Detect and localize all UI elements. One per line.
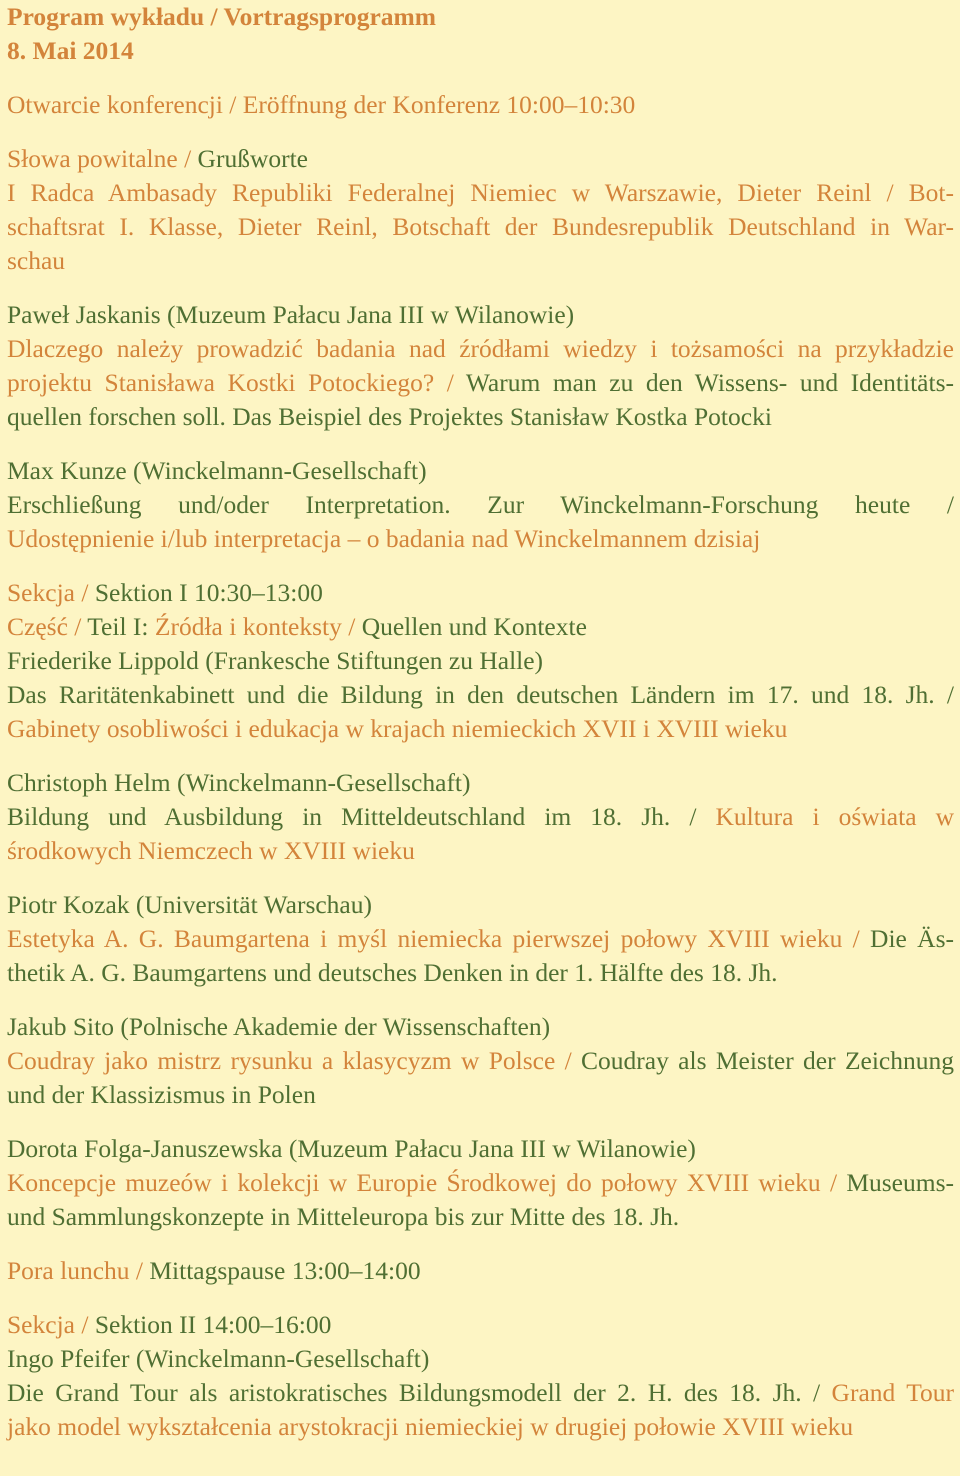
- talk-title-de: Das Beispiel des Projektes Stanisław Kostka Potocki: [232, 402, 772, 431]
- part-label-de: Teil I:: [87, 612, 155, 641]
- talk-title-pl: Udostępnienie i/lub interpretacja – o badania nad Winckelmannem dzisiaj: [7, 524, 761, 553]
- part-title-de: Quellen und Kontexte: [361, 612, 587, 641]
- talk-jaskanis: [7, 298, 954, 434]
- section-title-pl: Sekcja /: [7, 578, 95, 607]
- part-label-pl: Część /: [7, 612, 88, 641]
- speaker-name: Ingo Pfeifer (Winckelmann-Gesellschaft): [7, 1344, 430, 1373]
- speaker-name: Christoph Helm (Winckelmann-Gesellschaft): [7, 768, 471, 797]
- talk-folga: [7, 1132, 954, 1234]
- welcome-title-sep: /: [177, 144, 198, 173]
- lunch-break: [7, 1254, 954, 1288]
- part-title-pl: Źródła i konteksty /: [154, 612, 362, 641]
- talk-pfeifer: [7, 1342, 954, 1444]
- speaker-name: Friederike Lippold (Frankesche Stiftungen zu Halle): [7, 646, 544, 675]
- section-title-pl: Sekcja /: [7, 1310, 95, 1339]
- talk-title-pl: środkowych Niemczech w XVIII wieku: [7, 836, 415, 865]
- welcome-line: I Radca Ambasady Republiki Federalnej Niemiec w Warszawie, Dieter Reinl / Bot-: [7, 178, 954, 207]
- lunch-de: Mittagspause 13:00–14:00: [149, 1256, 421, 1285]
- section-title-de: Sektion I 10:30–13:00: [94, 578, 323, 607]
- talk-title-de: Museums-: [846, 1168, 954, 1197]
- talk-title-pl: Kultura i oświata w: [715, 802, 955, 831]
- speaker-name: Dorota Folga-Januszewska (Muzeum Pałacu Jana III w Wilanowie): [7, 1134, 696, 1163]
- program-date: 8. Mai 2014: [7, 36, 134, 65]
- talk-helm: [7, 766, 954, 868]
- welcome-title-de: Grußworte: [197, 144, 308, 173]
- talk-title-de: Das Raritätenkabinett und die Bildung in den deutschen Ländern im 17. und 18. Jh. /: [7, 680, 954, 709]
- talk-title-pl: Gabinety osobliwości i edukacja w krajach niemieckich XVII i XVIII wieku: [7, 714, 788, 743]
- welcome-block: [7, 142, 954, 278]
- section-1: [7, 576, 954, 644]
- program-title: Program wykładu / Vortragsprogramm: [7, 2, 437, 31]
- talk-title-line: Dlaczego należy prowadzić badania nad źródłami wiedzy i tożsamości na przykładzie: [7, 334, 954, 363]
- talk-title-de: Coudray als Meister der Zeichnung: [581, 1046, 954, 1075]
- talk-kozak: [7, 888, 954, 990]
- talk-title-pl: Estetyka A. G. Baumgartena i myśl niemiecka pierwszej połowy XVIII wieku /: [7, 924, 871, 953]
- talk-title-pl: projektu Stanisława Kostki Potockiego? /: [7, 368, 466, 397]
- talk-sito: [7, 1010, 954, 1112]
- talk-title-de: Die Äs-: [870, 924, 954, 953]
- talk-lippold: [7, 644, 954, 746]
- talk-title-de: Die Grand Tour als aristokratisches Bildungsmodell der 2. H. des 18. Jh. /: [7, 1378, 832, 1407]
- talk-title-pl: Coudray jako mistrz rysunku a klasycyzm w Polsce /: [7, 1046, 582, 1075]
- section-title-de: Sektion II 14:00–16:00: [94, 1310, 332, 1339]
- welcome-line: schau: [7, 246, 66, 275]
- talk-title-de: und Sammlungskonzepte in Mitteleuropa bis zur Mitte des 18. Jh.: [7, 1202, 680, 1231]
- speaker-name: Max Kunze (Winckelmann-Gesellschaft): [7, 456, 427, 485]
- talk-title-de: Erschließung und/oder Interpretation. Zur Winckelmann-Forschung heute /: [7, 490, 954, 519]
- lunch-pl: Pora lunchu /: [7, 1256, 150, 1285]
- speaker-name: Piotr Kozak (Universität Warschau): [7, 890, 372, 919]
- talk-title-de: quellen forschen soll.: [7, 402, 233, 431]
- talk-kunze: [7, 454, 954, 556]
- talk-title-pl: jako model wykształcenia arystokracji niemieckiej w drugiej połowie XVIII wieku: [7, 1412, 854, 1441]
- section-2: [7, 1308, 954, 1342]
- welcome-title-pl: Słowa powitalne: [7, 144, 178, 173]
- speaker-name: Jakub Sito (Polnische Akademie der Wissenschaften): [7, 1012, 551, 1041]
- talk-title-de: Bildung und Ausbildung in Mitteldeutschland im 18. Jh. /: [7, 802, 716, 831]
- welcome-line: schaftsrat I. Klasse, Dieter Reinl, Botschaft der Bundesrepublik Deutschland in War-: [7, 212, 954, 241]
- talk-title-pl: Koncepcje muzeów i kolekcji w Europie Środkowej do połowy XVIII wieku /: [7, 1168, 847, 1197]
- talk-title-de: und der Klassizismus in Polen: [7, 1080, 316, 1109]
- speaker-name: Paweł Jaskanis (Muzeum Pałacu Jana III w Wilanowie): [7, 300, 575, 329]
- talk-title-pl: Grand Tour: [831, 1378, 954, 1407]
- conference-opening: Otwarcie konferencji / Eröffnung der Konferenz 10:00–10:30: [7, 90, 636, 119]
- talk-title-de: thetik A. G. Baumgartens und deutsches Denken in der 1. Hälfte des 18. Jh.: [7, 958, 778, 987]
- talk-title-de: Warum man zu den Wissens- und Identitäts-: [465, 368, 954, 397]
